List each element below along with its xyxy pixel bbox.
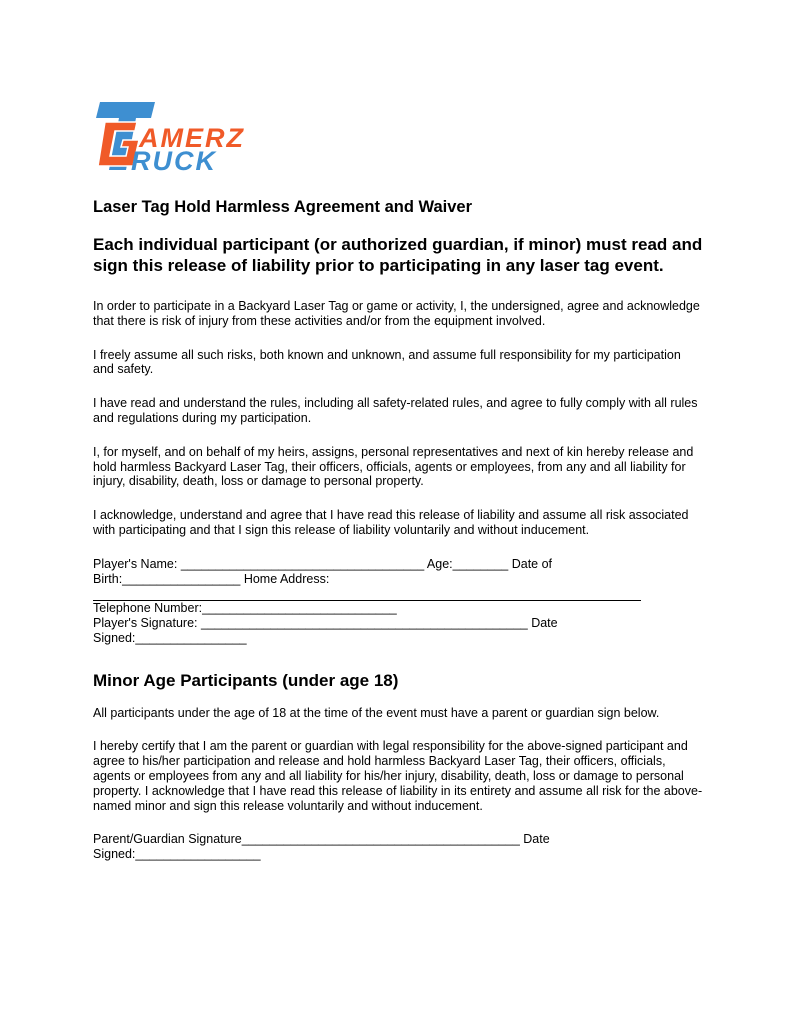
- waiver-document: [93, 196, 703, 886]
- paragraph-voluntary: I acknowledge, understand and agree that I have read this release of liability and assume all risk associated with participating and that I sign this release of liability voluntarily and without inducement.: [93, 508, 689, 537]
- paragraph-risk-acknowledgement: In order to participate in a Backyard Laser Tag or game or activity, I, the undersigned, agree and acknowledge that there is risk of injury from these activities and/or from the equipment involved.: [93, 299, 700, 328]
- birth-address-line[interactable]: Birth:_________________ Home Address:: [93, 571, 330, 586]
- guardian-form: [93, 832, 703, 862]
- player-signature-line[interactable]: Player's Signature: _______________________________________________ Date: [93, 615, 558, 630]
- telephone-line[interactable]: Telephone Number:____________________________: [93, 601, 397, 616]
- paragraph-rules: I have read and understand the rules, including all safety-related rules, and agree to fully comply with all rules and regulations during my participation.: [93, 396, 698, 425]
- guardian-date-signed-line[interactable]: Signed:__________________: [93, 847, 261, 862]
- home-address-rule[interactable]: [93, 586, 641, 601]
- document-subtitle: Each individual participant (or authorized guardian, if minor) must read and sign this release of liability prior to participating in any laser tag event.: [93, 235, 703, 275]
- paragraph-release: I, for myself, and on behalf of my heirs, assigns, personal representatives and next of kin hereby release and hold harmless Backyard Laser Tag, their officers, officials, agents or employees, from any and all liability for injury, disability, death, loss or damage to personal property.: [93, 444, 694, 489]
- guardian-certification-paragraph: I hereby certify that I am the parent or guardian with legal responsibility for the above-signed participant and agree to his/her participation and release and hold harmless Backyard Laser Tag, their officers, officials, agents or employees from any and all liability for his/her injury, disability, death, loss or damage to personal property. I acknowledge that I have read this release of liability in its entirety and assume all risk for the above-named minor and sign this release voluntarily and without inducement.: [93, 739, 703, 813]
- minor-section-heading: Minor Age Participants (under age 18): [93, 670, 399, 690]
- gamerz-truck-logo: [93, 100, 269, 174]
- document-title: Laser Tag Hold Harmless Agreement and Waiver: [93, 198, 473, 216]
- player-date-signed-line[interactable]: Signed:________________: [93, 630, 247, 645]
- logo-word-bottom: RUCK: [131, 146, 217, 174]
- guardian-signature-line[interactable]: Parent/Guardian Signature________________________________________ Date: [93, 832, 550, 847]
- paragraph-assume-risk: I freely assume all such risks, both known and unknown, and assume full responsibility for my participation and safety.: [93, 347, 681, 377]
- player-form: [93, 557, 703, 646]
- minor-requirement-paragraph: All participants under the age of 18 at the time of the event must have a parent or guardian sign below.: [93, 705, 660, 720]
- logo-word-top: AMERZ: [139, 123, 245, 153]
- player-name-age-line[interactable]: Player's Name: ___________________________________ Age:________ Date of: [93, 556, 553, 571]
